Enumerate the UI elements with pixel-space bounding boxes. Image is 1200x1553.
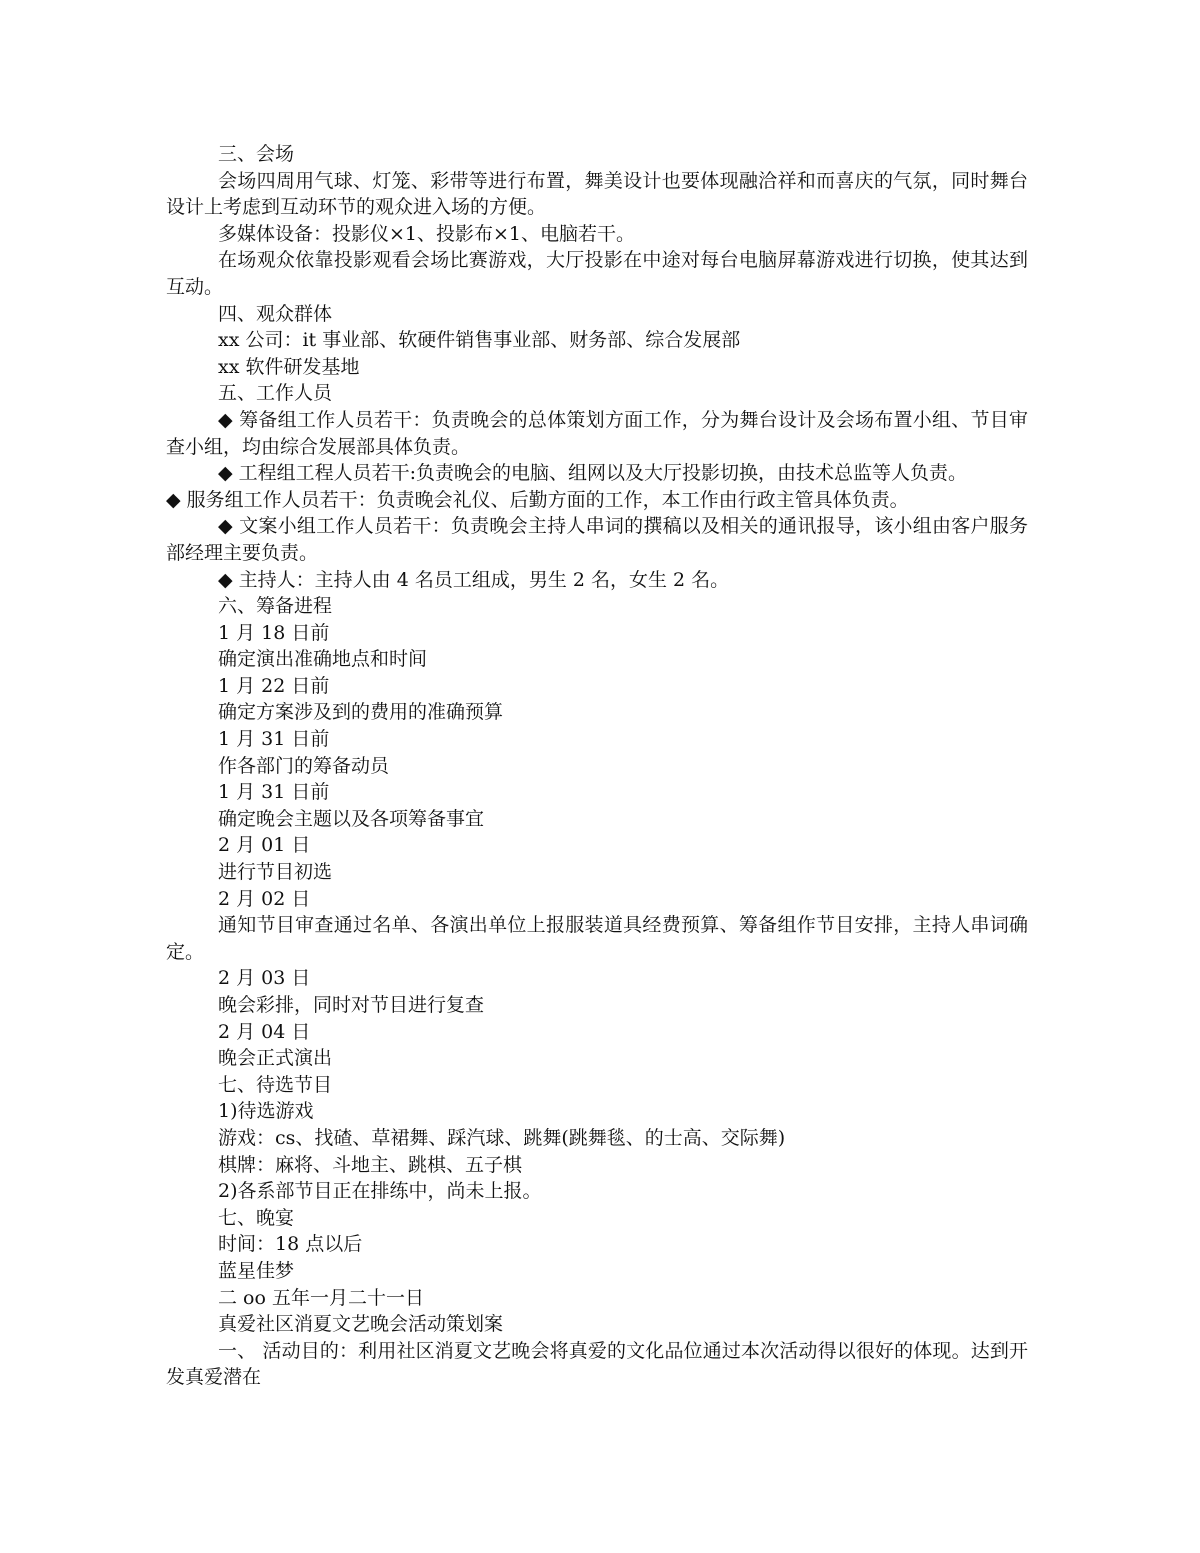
paragraph-projection: 在场观众依靠投影观看会场比赛游戏，大厅投影在中途对每台电脑屏幕游戏进行切换，使其达到互动。 [166, 249, 1028, 298]
schedule-date: 2 月 02 日 [218, 887, 311, 910]
schedule-date: 2 月 03 日 [218, 967, 311, 990]
paragraph-staff-copywriting: ◆ 文案小组工作人员若干：负责晚会主持人串词的撰稿以及相关的通讯报导，该小组由客户服务部经理主要负责。 [166, 515, 1028, 564]
paragraph-date: 二 oo 五年一月二十一日 [218, 1286, 424, 1309]
heading-new-plan: 真爱社区消夏文艺晚会活动策划案 [218, 1313, 504, 1336]
paragraph-staff-preparation: ◆ 筹备组工作人员若干：负责晚会的总体策划方面工作，分为舞台设计及会场布置小组、节目审查小组，均由综合发展部具体负责。 [166, 408, 1028, 458]
heading-audience: 四、观众群体 [218, 302, 333, 325]
schedule-task: 作各部门的筹备动员 [218, 754, 390, 777]
paragraph-staff-hosts: ◆ 主持人：主持人由 4 名员工组成，男生 2 名，女生 2 名。 [218, 568, 730, 591]
paragraph-banquet-time: 时间：18 点以后 [218, 1233, 363, 1256]
paragraph-venue-decoration: 会场四周用气球、灯笼、彩带等进行布置，舞美设计也要体现融洽祥和而喜庆的气氛，同时舞台设计上考虑到互动环节的观众进入场的方便。 [166, 169, 1028, 219]
paragraph-staff-service: ◆ 服务组工作人员若干：负责晚会礼仪、后勤方面的工作，本工作由行政主管具体负责。 [166, 488, 909, 511]
schedule-date: 1 月 22 日前 [218, 674, 330, 697]
schedule-date: 1 月 18 日前 [218, 621, 330, 644]
schedule-task: 通知节目审查通过名单、各演出单位上报服装道具经费预算、筹备组作节目安排，主持人串词确定。 [166, 914, 1028, 963]
schedule-task: 确定方案涉及到的费用的准确预算 [218, 701, 504, 724]
paragraph-department-programs: 2)各系部节目正在排练中，尚未上报。 [218, 1180, 542, 1203]
document-body [166, 141, 1028, 1391]
schedule-task: 确定晚会主题以及各项筹备事宜 [218, 807, 485, 830]
paragraph-signature: 蓝星佳梦 [218, 1259, 295, 1282]
schedule-date: 2 月 01 日 [218, 834, 311, 857]
heading-staff: 五、工作人员 [218, 382, 333, 405]
schedule-date: 2 月 04 日 [218, 1020, 311, 1043]
paragraph-activity-purpose: 一、 活动目的：利用社区消夏文艺晚会将真爱的文化品位通过本次活动得以很好的体现。达到开发真爱潜在 [166, 1339, 1028, 1389]
schedule-date: 1 月 31 日前 [218, 728, 330, 751]
heading-programs: 七、待选节目 [218, 1073, 333, 1096]
heading-schedule: 六、筹备进程 [218, 595, 333, 618]
schedule-task: 进行节目初选 [218, 861, 333, 884]
paragraph-staff-engineering: ◆ 工程组工程人员若干:负责晚会的电脑、组网以及大厅投影切换，由技术总监等人负责。 [218, 462, 968, 485]
paragraph-games-heading: 1)待选游戏 [218, 1100, 314, 1123]
paragraph-chess-list: 棋牌：麻将、斗地主、跳棋、五子棋 [218, 1153, 523, 1176]
heading-banquet: 七、晚宴 [218, 1206, 295, 1229]
paragraph-games-list: 游戏：cs、找碴、草裙舞、踩汽球、跳舞(跳舞毯、的士高、交际舞) [218, 1126, 786, 1149]
schedule-task: 确定演出准确地点和时间 [218, 648, 428, 671]
schedule-date: 1 月 31 日前 [218, 781, 330, 804]
schedule-task: 晚会彩排，同时对节目进行复查 [218, 994, 485, 1016]
paragraph-audience-base: xx 软件研发基地 [218, 355, 360, 378]
paragraph-audience-company: xx 公司：it 事业部、软硬件销售事业部、财务部、综合发展部 [218, 329, 741, 352]
heading-venue: 三、会场 [218, 143, 295, 165]
schedule-task: 晚会正式演出 [218, 1047, 333, 1070]
paragraph-multimedia: 多媒体设备：投影仪×1、投影布×1、电脑若干。 [218, 222, 636, 245]
